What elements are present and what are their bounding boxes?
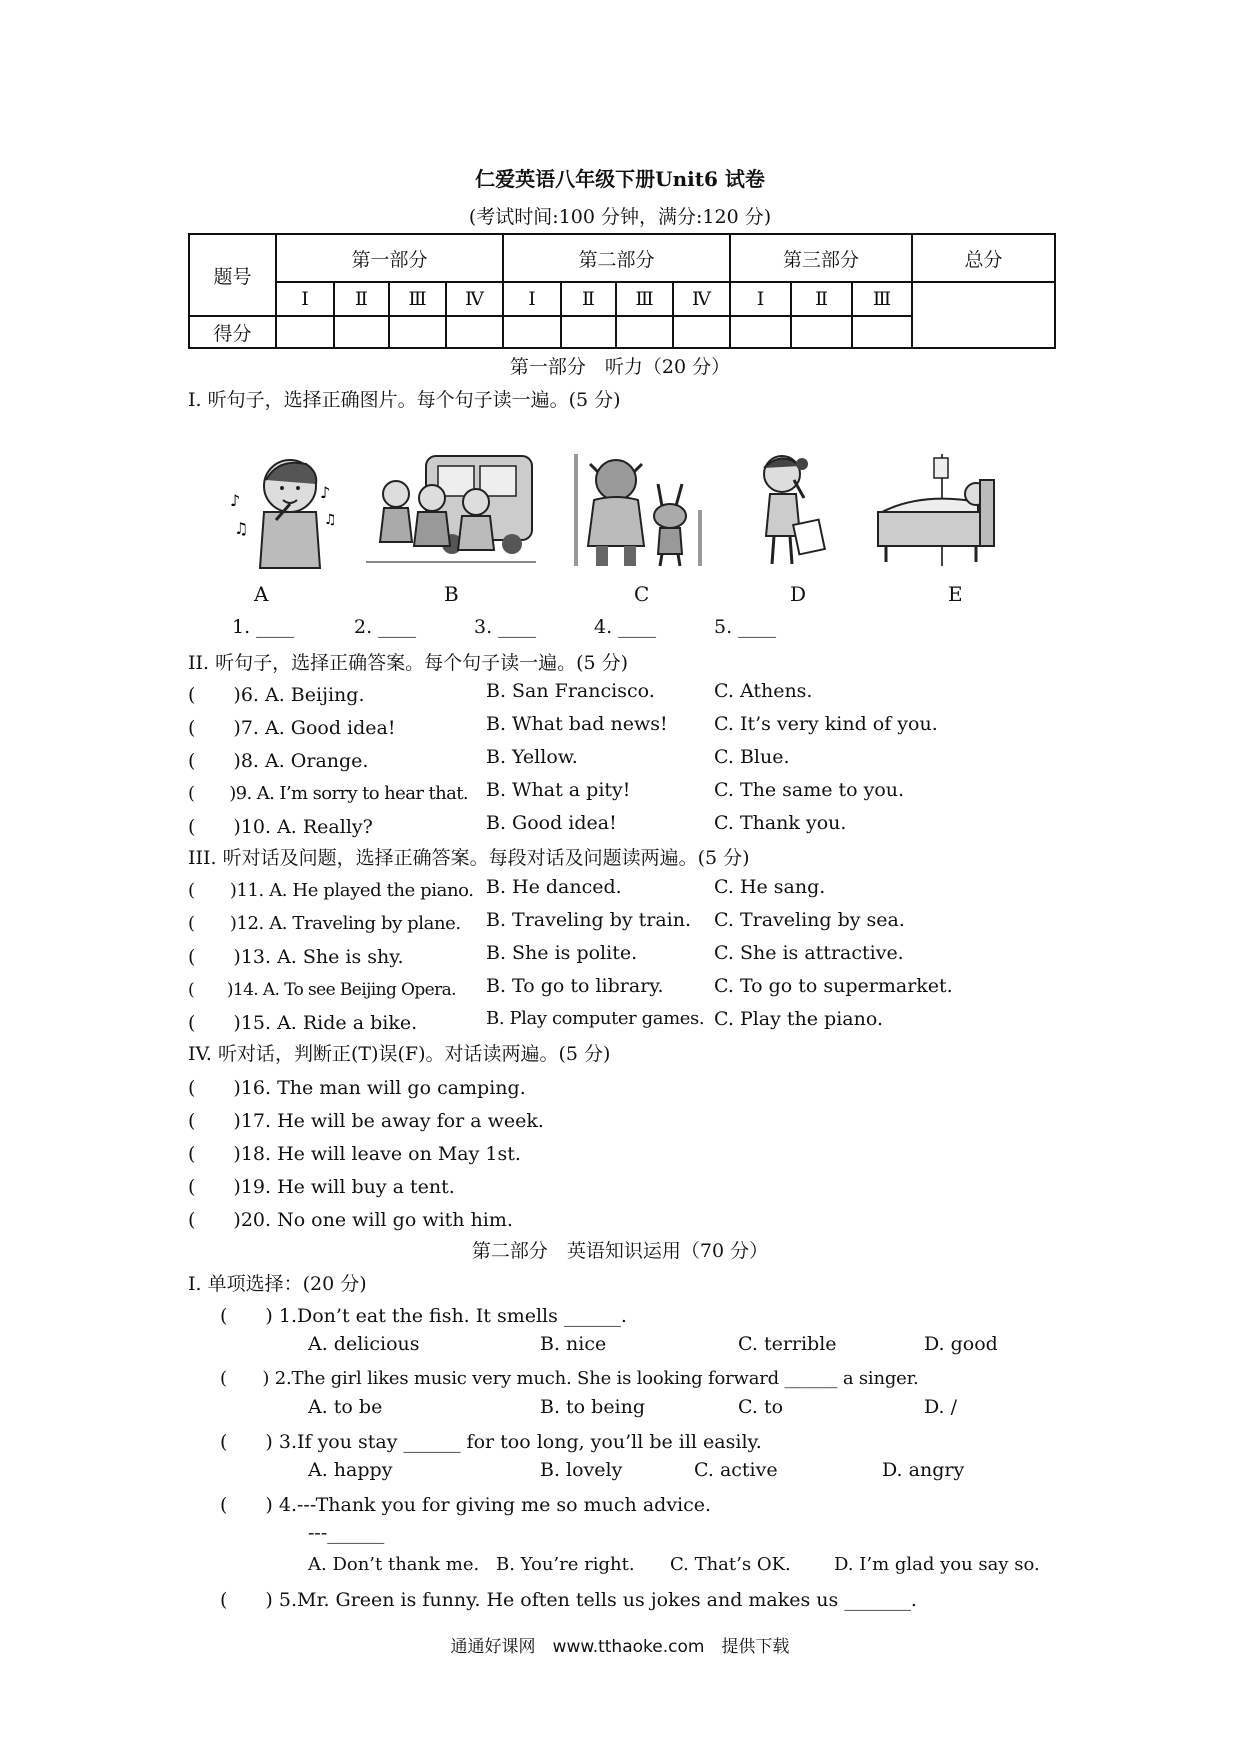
score-table-part1: 第一部分 [276,234,503,282]
question-option-a: ( )10. A. Really? [188,816,373,838]
option-b: B. You’re right. [496,1554,635,1575]
question-stem: ( ) 1.Don’t eat the fish. It smells ______. [220,1305,627,1327]
question-option-b: B. To go to library. [486,975,664,997]
picture-a-boy-singing [228,450,338,570]
question-stem: ( ) 3.If you stay ______ for too long, you’ll be ill easily. [220,1431,762,1453]
part1-title: 第一部分 听力（20 分） [509,356,731,378]
page-title: 仁爱英语八年级下册Unit6 试卷 [475,167,765,191]
question-option-c: C. Athens. [714,680,813,702]
score-table-part2: 第二部分 [503,234,730,282]
question-option-c: C. To go to supermarket. [714,975,953,997]
score-table-header-defen: 得分 [189,316,276,348]
question-option-a: ( )13. A. She is shy. [188,946,404,968]
question-option-c: C. Blue. [714,746,790,768]
picture-label: E [948,582,963,606]
option-b: B. to being [540,1396,646,1418]
question-option-b: B. Play computer games. [486,1008,705,1029]
option-c: C. terrible [738,1333,837,1355]
reply-blank: ---______ [308,1522,385,1544]
option-b: B. lovely [540,1459,623,1481]
option-d: D. I’m glad you say so. [834,1554,1040,1575]
svg-text:♫: ♫ [234,519,249,538]
question-option-b: B. What bad news! [486,713,668,735]
score-cell [276,316,334,348]
score-col: Ⅱ [561,282,616,316]
question-option-b: B. Traveling by train. [486,909,692,931]
question-option-b: B. San Francisco. [486,680,655,702]
section-heading: I. 听句子，选择正确图片。每个句子读一遍。(5 分) [188,389,621,411]
question-option-c: C. She is attractive. [714,942,904,964]
option-a: A. happy [308,1459,393,1481]
score-col: I [730,282,791,316]
svg-text:♪: ♪ [230,491,241,510]
option-d: D. good [924,1333,998,1355]
score-cell [446,316,503,348]
question-option-a: ( )7. A. Good idea! [188,717,396,739]
tf-item: ( )20. No one will go with him. [188,1209,513,1231]
question-option-c: C. It’s very kind of you. [714,713,938,735]
answer-blank: 3. ____ [474,616,537,638]
score-table-part3: 第三部分 [730,234,912,282]
picture-c-ogre-and-donkey [574,450,704,570]
option-a: A. delicious [308,1333,420,1355]
score-col: Ⅲ [389,282,446,316]
option-c: C. to [738,1396,784,1418]
score-cell [561,316,616,348]
score-cell [389,316,446,348]
option-c: C. That’s OK. [670,1554,791,1575]
tf-item: ( )16. The man will go camping. [188,1077,526,1099]
score-col: Ⅳ [673,282,730,316]
picture-d-girl-on-phone [744,450,844,570]
picture-label: A [254,582,269,606]
score-col: Ⅲ [616,282,673,316]
score-cell-total [912,282,1055,348]
picture-label: C [634,582,650,606]
score-cell [334,316,389,348]
question-option-c: C. The same to you. [714,779,905,801]
question-stem: ( ) 5.Mr. Green is funny. He often tells us jokes and makes us _______. [220,1589,917,1611]
exam-info: (考试时间:100 分钟，满分:120 分) [468,206,772,228]
score-col: Ⅲ [852,282,912,316]
option-a: A. to be [308,1396,383,1418]
question-option-a: ( )14. A. To see Beijing Opera. [188,980,456,1000]
score-table-header-tihao: 题号 [189,234,276,316]
question-option-a: ( )9. A. I’m sorry to hear that. [188,783,468,804]
score-col: Ⅱ [791,282,852,316]
score-cell [673,316,730,348]
option-d: D. angry [882,1459,965,1481]
section-heading: IV. 听对话，判断正(T)误(F)。对话读两遍。(5 分) [188,1043,611,1065]
question-option-c: C. Play the piano. [714,1008,884,1030]
picture-label: D [790,582,807,606]
tf-item: ( )17. He will be away for a week. [188,1110,544,1132]
score-cell [730,316,791,348]
score-col: Ⅱ [334,282,389,316]
score-cell [852,316,912,348]
question-option-c: C. He sang. [714,876,826,898]
question-option-a: ( )8. A. Orange. [188,750,369,772]
score-cell [616,316,673,348]
picture-b-children-fighting [366,450,536,570]
tf-item: ( )18. He will leave on May 1st. [188,1143,521,1165]
question-option-b: B. Yellow. [486,746,578,768]
picture-e-hospital-bed [872,450,1002,570]
question-option-c: C. Traveling by sea. [714,909,905,931]
score-col: I [503,282,561,316]
answer-blank: 5. ____ [714,616,777,638]
question-stem: ( ) 4.---Thank you for giving me so much advice. [220,1494,712,1516]
svg-text:♫: ♫ [324,512,337,528]
question-option-b: B. She is polite. [486,942,638,964]
question-option-c: C. Thank you. [714,812,847,834]
section-heading: III. 听对话及问题，选择正确答案。每段对话及问题读两遍。(5 分) [188,847,750,869]
footer-source: 通通好课网 www.tthaoke.com 提供下载 [450,1637,790,1657]
option-d: D. / [924,1396,958,1418]
question-option-a: ( )6. A. Beijing. [188,684,365,706]
score-cell [503,316,561,348]
option-b: B. nice [540,1333,607,1355]
question-stem: ( ) 2.The girl likes music very much. She is looking forward ______ a singer. [220,1368,919,1389]
score-cell [791,316,852,348]
question-option-a: ( )15. A. Ride a bike. [188,1012,418,1034]
tf-item: ( )19. He will buy a tent. [188,1176,455,1198]
question-option-a: ( )11. A. He played the piano. [188,880,474,901]
question-option-b: B. Good idea! [486,812,617,834]
svg-text:♪: ♪ [320,483,331,502]
section-heading: I. 单项选择：(20 分) [188,1273,367,1295]
answer-blank: 2. ____ [354,616,417,638]
answer-blank: 4. ____ [594,616,657,638]
score-col: Ⅳ [446,282,503,316]
score-table [188,233,1056,349]
picture-label: B [444,582,459,606]
option-c: C. active [694,1459,778,1481]
section-heading: II. 听句子，选择正确答案。每个句子读一遍。(5 分) [188,652,629,674]
question-option-a: ( )12. A. Traveling by plane. [188,913,461,934]
question-option-b: B. He danced. [486,876,622,898]
question-option-b: B. What a pity! [486,779,631,801]
score-col: I [276,282,334,316]
answer-blank: 1. ____ [232,616,295,638]
part2-title: 第二部分 英语知识运用（70 分） [471,1240,769,1262]
score-table-total: 总分 [912,234,1055,282]
option-a: A. Don’t thank me. [308,1554,480,1575]
